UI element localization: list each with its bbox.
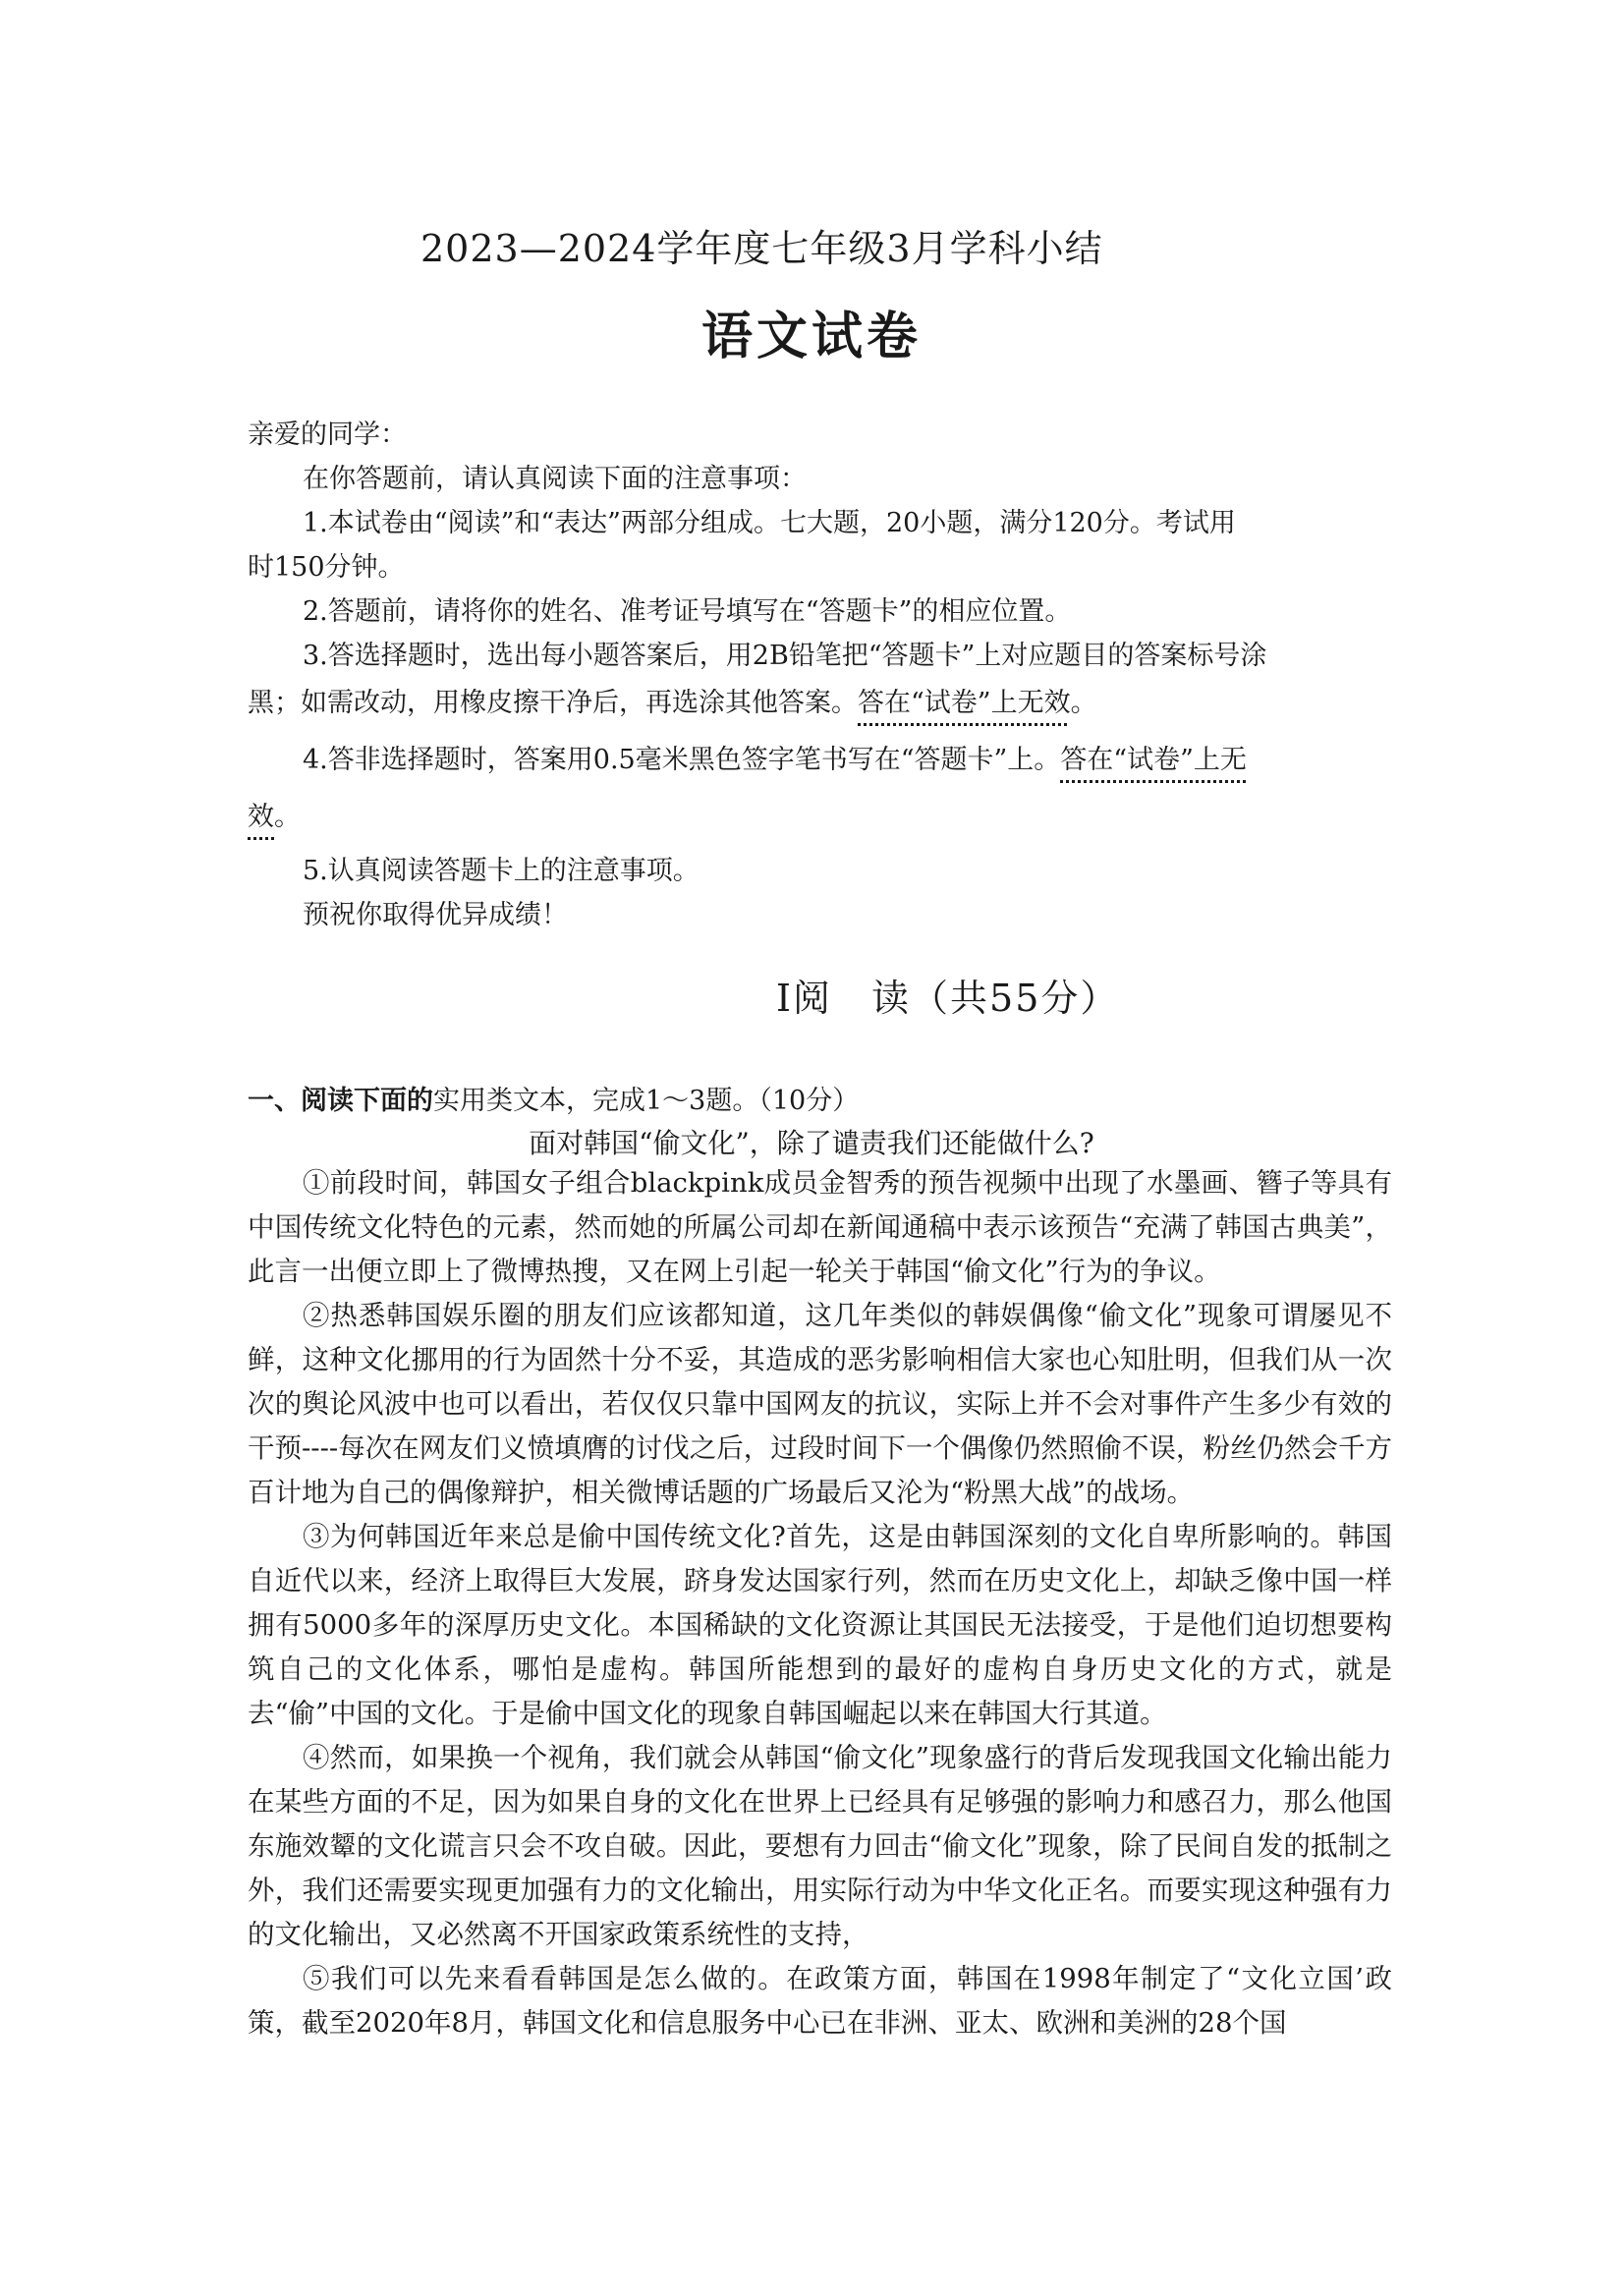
good-luck-text: 预祝你取得优异成绩！ [303, 900, 568, 930]
paragraph-4: ④然而，如果换一个视角，我们就会从韩国“偷文化”现象盛行的背后发现我国文化输出能力在某些方面的不足，因为如果自身的文化在世界上已经具有足够强的影响力和感召力，那么他国东施效颦的文化谎言只会不攻自破。因此，要想有力回击“偷文化”现象，除了民间自发的抵制之外，我们还需要实现更加强有力的文化输出，用实际行动为中华文化正名。而要实现这种强有力的文化输出，又必然离不开国家政策系统性的支持， [248, 1742, 1392, 1950]
instruction-3: 3.答选择题时，选出每小题答案后，用2B铅笔把“答题卡”上对应题目的答案标号涂 [303, 641, 1267, 671]
greeting: 亲爱的同学： [248, 420, 407, 450]
instruction-3-cont [248, 678, 1389, 735]
punctuation: 。 [1070, 688, 1097, 718]
paragraph-5: ⑤我们可以先来看看韩国是怎么做的。在政策方面，韩国在1998年制定了“文化立国’政策，截至2020年8月，韩国文化和信息服务中心已在非洲、亚太、欧洲和美洲的28个国 [248, 1963, 1392, 2039]
paragraph-3: ③为何韩国近年来总是偷中国传统文化?首先，这是由韩国深刻的文化自卑所影响的。韩国自近代以来，经济上取得巨大发展，跻身发达国家行列，然而在历史文化上，却缺乏像中国一样拥有5000多年的深厚历史文化。本国稀缺的文化资源让其国民无法接受，于是他们迫切想要构筑自己的文化体系，哪怕是虚构。韩国所能想到的最好的虚构自身历史文化的方式，就是去“偷”中国的文化。于是偷中国文化的现象自韩国崛起以来在韩国大行其道。 [248, 1521, 1392, 1729]
instruction-1-cont: 时150分钟。 [248, 552, 405, 583]
instruction-4-text: 4.答非选择题时，答案用0.5毫米黑色签字笔书写在“答题卡”上。 [303, 745, 1061, 775]
emphasis-text: 答在“试卷”上无 [1060, 745, 1247, 775]
exam-header: 2023—2024学年度七年级3月学科小结 [420, 227, 1103, 270]
question-intro [248, 1079, 859, 1117]
instruction-4 [248, 735, 1389, 792]
article-title: 面对韩国“偷文化”，除了谴责我们还能做什么? [529, 1127, 1094, 1159]
paragraph-1: ①前段时间，韩国女子组合blackpink成员金智秀的预告视频中出现了水墨画、簪子等具有中国传统文化特色的元素，然而她的所属公司却在新闻通稿中表示该预告“充满了韩国古典美”，此言一出便立即上了微博热搜，又在网上引起一轮关于韩国“偷文化”行为的争议。 [248, 1167, 1392, 1287]
instruction-1: 1.本试卷由“阅读”和“表达”两部分组成。七大题，20小题，满分120分。考试用 [303, 508, 1236, 538]
instructions [248, 413, 1389, 937]
section-heading: Ⅰ阅 读（共55分） [776, 977, 1120, 1020]
question-number: 一、阅读下面的 [248, 1086, 433, 1116]
question-text: 实用类文本，完成1～3题。（10分） [433, 1086, 860, 1116]
punctuation: 。 [274, 802, 301, 832]
emphasis-text: 答在“试卷”上无效 [858, 688, 1071, 718]
paragraph-2: ②热悉韩国娱乐圈的朋友们应该都知道，这几年类似的韩娱偶像“偷文化”现象可谓屡见不鲜，这种文化挪用的行为固然十分不妥，其造成的恶劣影响相信大家也心知肚明，但我们从一次次的舆论风波中也可以看出，若仅仅只靠中国网友的抗议，实际上并不会对事件产生多少有效的干预----每次在网友们义愤填膺的讨伐之后，过段时间下一个偶像仍然照偷不误，粉丝仍然会千方百计地为自己的偶像辩护，相关微博话题的广场最后又沦为“粉黑大战”的战场。 [248, 1300, 1392, 1508]
instruction-3-text: 黑；如需改动，用橡皮擦干净后，再选涂其他答案。 [248, 688, 858, 718]
instruction-5: 5.认真阅读答题卡上的注意事项。 [303, 856, 700, 886]
article-body [248, 1161, 1392, 2045]
subject-title: 语文试卷 [700, 308, 922, 366]
emphasis-text: 效 [248, 802, 274, 832]
instruction-4-cont [248, 792, 1389, 849]
instructions-intro: 在你答题前，请认真阅读下面的注意事项： [303, 464, 807, 494]
instruction-2: 2.答题前，请将你的姓名、准考证号填写在“答题卡”的相应位置。 [303, 596, 1072, 627]
